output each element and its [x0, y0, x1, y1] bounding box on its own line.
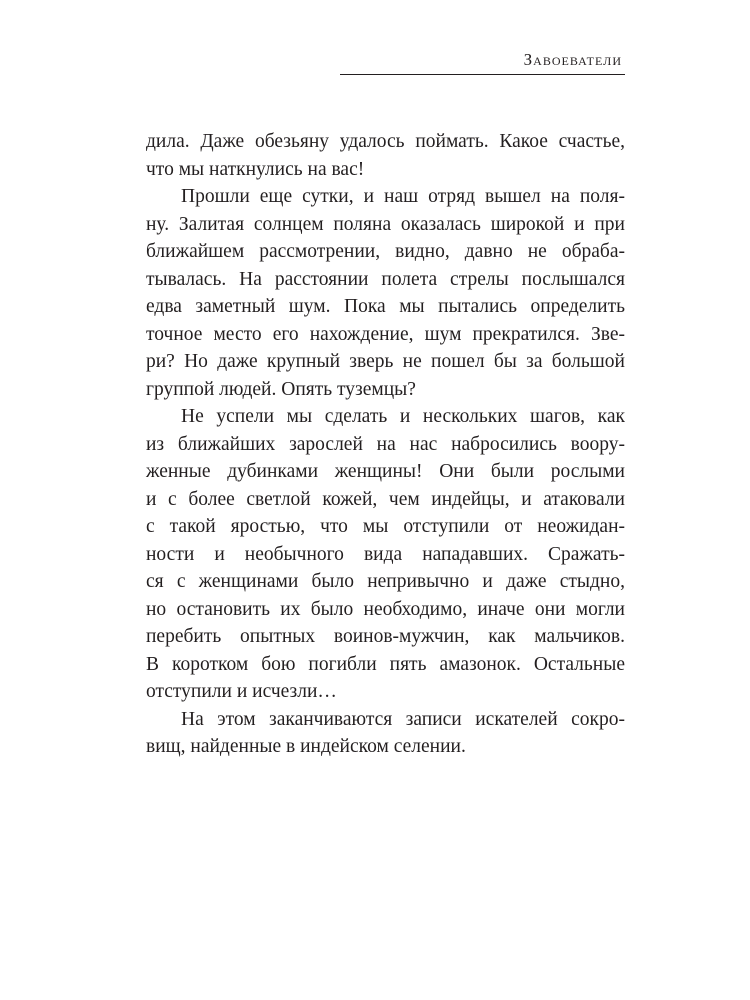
text-line: женные дубинками женщины! Они были рослыми	[146, 461, 625, 482]
text-line: отступили и исчезли…	[146, 681, 337, 702]
text-line: перебить опытных воинов-мужчин, как мальчиков.	[146, 626, 625, 647]
text-line: едва заметный шум. Пока мы пытались определить	[146, 296, 625, 317]
text-line: дила. Даже обезьяну удалось поймать. Какое счастье,	[146, 131, 625, 152]
text-line: с такой яростью, что мы отступили от неожидан-	[146, 516, 625, 537]
text-line: Прошли еще сутки, и наш отряд вышел на поля-	[181, 186, 625, 207]
text-line: ся с женщинами было непривычно и даже стыдно,	[146, 571, 625, 592]
body-text	[146, 128, 625, 761]
text-line: вищ, найденные в индейском селении.	[146, 736, 466, 757]
text-line: и с более светлой кожей, чем индейцы, и атаковали	[146, 488, 625, 510]
header-rule	[340, 74, 625, 75]
text-line: группой людей. Опять туземцы?	[146, 378, 416, 400]
text-line: Не успели мы сделать и нескольких шагов, как	[181, 406, 625, 427]
text-line: из ближайших зарослей на нас набросились воору-	[146, 433, 625, 455]
text-line: но остановить их было необходимо, иначе они могли	[146, 598, 625, 620]
text-line: ности и необычного вида нападавших. Сражать-	[146, 543, 625, 565]
text-line: ну. Залитая солнцем поляна оказалась широкой и при	[146, 213, 625, 235]
text-line: тывалась. На расстоянии полета стрелы послышался	[146, 268, 625, 290]
text-line: точное место его нахождение, шум прекратился. Зве-	[146, 323, 625, 345]
running-header-title: Завоеватели	[523, 50, 622, 69]
text-line: ближайшем рассмотрении, видно, давно не обраба-	[146, 241, 625, 262]
text-line: что мы наткнулись на вас!	[146, 158, 365, 180]
text-line: На этом заканчиваются записи искателей сокро-	[181, 708, 625, 730]
text-line: В коротком бою погибли пять амазонок. Остальные	[146, 653, 625, 675]
text-line: ри? Но даже крупный зверь не пошел бы за большой	[146, 351, 625, 372]
